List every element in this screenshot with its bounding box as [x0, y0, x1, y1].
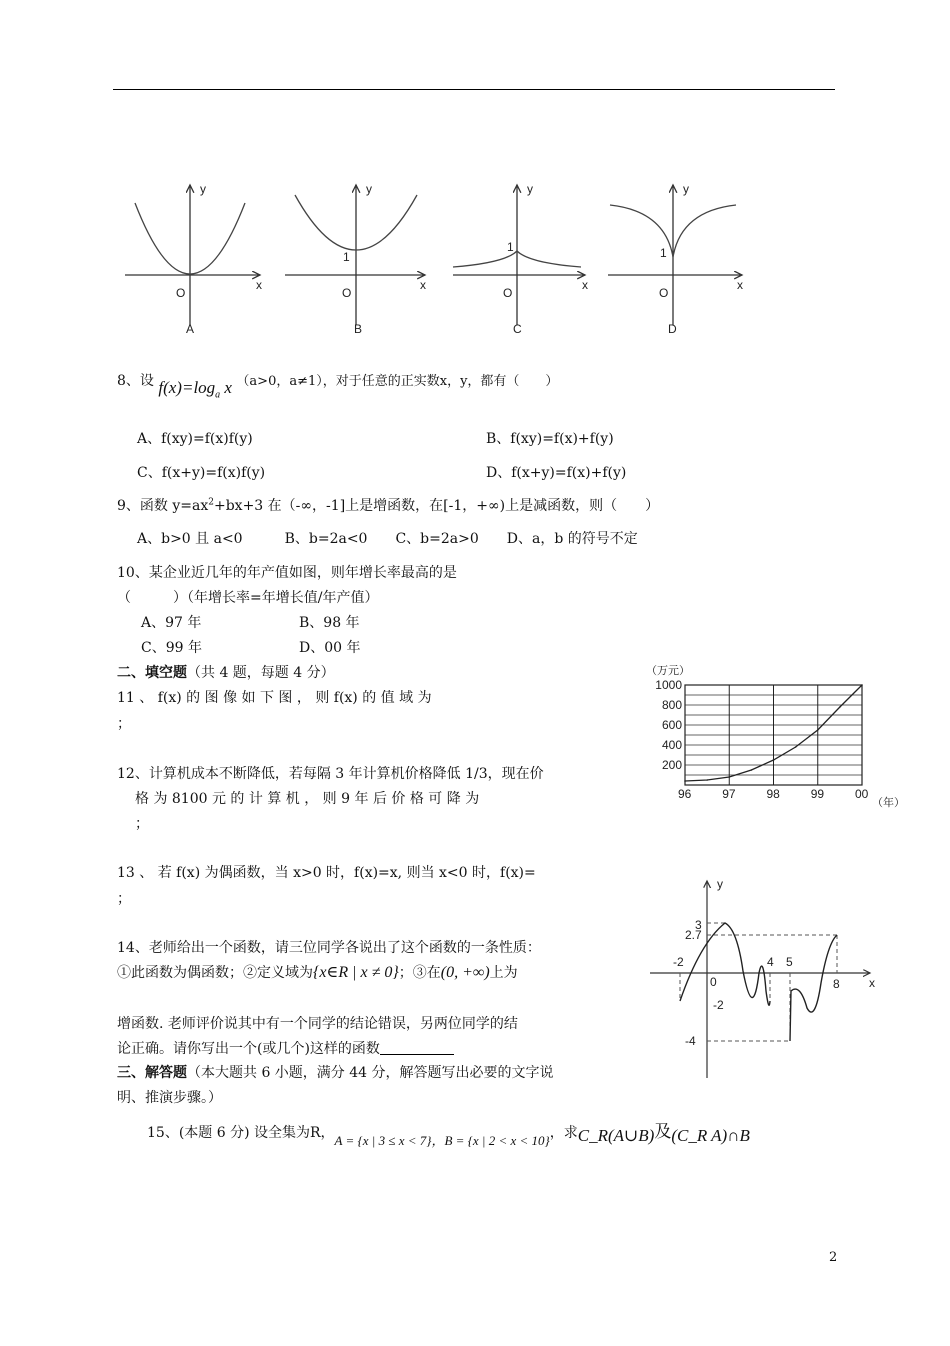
chart-xlabel: （年） — [872, 797, 905, 809]
set-a: A = {x | 3 ≤ x < 7} — [334, 1133, 432, 1148]
chart-x-tick-label: 98 — [766, 787, 780, 801]
origin-label: O — [503, 286, 513, 300]
q10-option-a: A、97 年 — [141, 615, 202, 631]
q14-interval: (0, +∞) — [440, 964, 490, 981]
graph-d — [608, 182, 743, 336]
q10-option-b: B、98 年 — [299, 615, 360, 631]
chart-x-tick-label: 99 — [810, 787, 825, 801]
axis-y-label: y — [527, 182, 533, 196]
origin-label: O — [342, 286, 352, 300]
q8-option-a: A、f(xy)=f(x)f(y) — [137, 431, 253, 447]
page-number: 2 — [829, 1250, 838, 1265]
q8-formula: $f(x)=\log_a$ x — [158, 378, 232, 401]
graph-a — [125, 182, 262, 336]
set-b: B = {x | 2 < x < 10} — [444, 1133, 550, 1148]
q15-expr1: C_R(A∪B) — [577, 1126, 655, 1145]
chart-grid — [685, 685, 862, 785]
q7-graph-options — [120, 175, 750, 340]
origin-label: 0 — [710, 975, 717, 989]
x-label-4: 4 — [767, 955, 774, 969]
x-label-neg2: -2 — [673, 955, 684, 969]
q8-suffix: （a>0，a≠1），对于任意的正实数x，y，都有（ ） — [236, 374, 559, 389]
q10-option-c: C、99 年 — [141, 640, 202, 656]
chart-y-tick-label: 1000 — [655, 678, 682, 692]
graph-c — [453, 182, 588, 336]
q15-stem: 15、(本题 6 分) 设全集为R，A = {x | 3 ≤ x < 7}，B = {x | 2 < x < 10}，求C_R(A∪B)及(C_R A)∩B — [147, 1122, 750, 1148]
y-label-neg4: -4 — [685, 1034, 696, 1048]
q11-line2: ； — [117, 716, 131, 732]
option-label-c: C — [513, 322, 522, 336]
axis-y-label: y — [717, 877, 723, 891]
option-label-b: B — [354, 322, 363, 336]
q8-option-b: B、f(xy)=f(x)+f(y) — [486, 431, 614, 447]
q10-chart — [640, 660, 905, 810]
option-label-a: A — [186, 322, 195, 336]
y-label-3: 3 — [695, 918, 702, 932]
chart-x-tick-label: 97 — [722, 787, 736, 801]
chart-y-tick-label: 800 — [661, 698, 682, 712]
q10-option-d: D、00 年 — [299, 640, 361, 656]
q14-line2: ①此函数为偶函数；②定义域为{x∈R | x ≠ 0}；③在(0, +∞)上为 — [117, 964, 518, 981]
q14-line4: 论正确。请你写出一个(或几个)这样的函数 — [117, 1038, 454, 1058]
axis-x-label: x — [869, 976, 875, 990]
x-label-5: 5 — [786, 955, 793, 969]
axis-x-label: x — [420, 278, 426, 292]
q13-line2: ； — [117, 891, 131, 907]
q8-option-c: C、f(x+y)=f(x)f(y) — [137, 465, 266, 481]
chart-y-tick-label: 400 — [661, 738, 682, 752]
one-label: 1 — [507, 240, 514, 254]
answer-blank[interactable] — [380, 1042, 454, 1055]
q11-line1: 11 、 f(x) 的 图 像 如 下 图 ， 则 f(x) 的 值 域 为 — [117, 690, 432, 706]
chart-x-tick-label: 00 — [855, 787, 869, 801]
chart-y-tick-label: 200 — [661, 758, 682, 772]
y-label-neg2: -2 — [713, 998, 724, 1012]
one-label: 1 — [660, 246, 667, 260]
section2-heading: 二、填空题（共 4 题，每题 4 分） — [117, 665, 335, 681]
origin-label: O — [659, 286, 669, 300]
q12-line3: ； — [135, 816, 149, 832]
y-label-2-7: 2.7 — [685, 928, 702, 942]
axis-x-label: x — [737, 278, 743, 292]
section3-note-line2: 明、推演步骤。） — [117, 1090, 222, 1106]
q12-line1: 12、计算机成本不断降低，若每隔 3 年计算机价格降低 1/3，现在价 — [117, 766, 544, 782]
q8-option-d: D、f(x+y)=f(x)+f(y) — [486, 465, 627, 481]
q9-options: A、b>0 且 a<0 B、b=2a<0 C、b=2a>0 D、a，b 的符号不定 — [137, 531, 638, 547]
q13-line1: 13 、 若 f(x) 为偶函数，当 x>0 时，f(x)=x, 则当 x<0 时，f(x)= — [117, 865, 536, 881]
q8-stem — [117, 370, 559, 401]
q12-line2: 格 为 8100 元 的 计 算 机 ， 则 9 年 后 价 格 可 降 为 — [135, 791, 480, 807]
chart-ylabel: （万元） — [646, 665, 690, 677]
origin-label: O — [176, 286, 186, 300]
q8-prefix: 8、设 — [117, 373, 154, 389]
axis-x-label: x — [256, 278, 262, 292]
graph-curve-right — [790, 935, 837, 1041]
q9-stem: 9、函数 $y=ax^2+bx+3$ 在（-∞，-1]上是增函数，在[-1，+∞)上是减函数，则（ ） — [117, 497, 660, 514]
axis-y-label: y — [200, 182, 206, 196]
option-label-d: D — [668, 322, 677, 336]
q14-domain-set: {x∈R | x ≠ 0} — [313, 964, 399, 981]
q14-line1: 14、老师给出一个函数，请三位同学各说出了这个函数的一条性质： — [117, 940, 541, 956]
axis-y-label: y — [366, 182, 372, 196]
graph-b — [285, 182, 426, 336]
x-label-8: 8 — [833, 977, 840, 991]
one-label: 1 — [343, 250, 350, 264]
axis-y-label: y — [683, 182, 689, 196]
header-rule — [113, 89, 835, 90]
q15-expr2: (C_R A)∩B — [671, 1126, 750, 1145]
q10-line2: （ ）（年增长率=年增长值/年产值） — [117, 590, 379, 606]
axis-x-label: x — [582, 278, 588, 292]
chart-y-tick-label: 600 — [661, 718, 682, 732]
q14-line3: 增函数. 老师评价说其中有一个同学的结论错误，另两位同学的结 — [117, 1016, 518, 1032]
chart-x-tick-label: 96 — [678, 787, 692, 801]
q10-stem: 10、某企业近几年的年产值如图，则年增长率最高的是 — [117, 565, 457, 581]
chart-ticks — [655, 678, 868, 801]
q11-graph — [645, 873, 895, 1083]
section3-heading: 三、解答题（本大题共 6 小题，满分 44 分，解答题写出必要的文字说 — [117, 1065, 554, 1081]
